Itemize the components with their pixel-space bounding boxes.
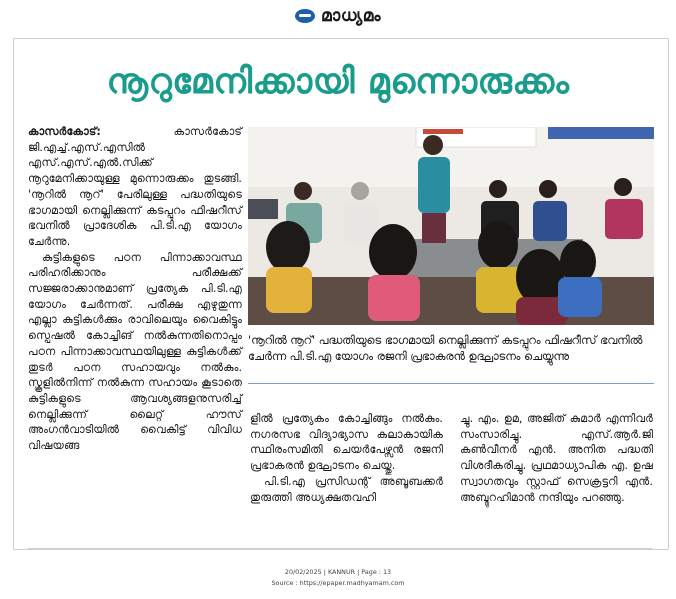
- news-photo: [248, 127, 654, 325]
- paragraph-1-text: കാസർകോട് ജി.എച്ച്.എസ്.എസിൽ എസ്.എസ്.എൽ.സിക്ക് നൂറുമേനിക്കായുള്ള മുന്നൊരുക്കം തുടങ്ങി. 'നൂറിൽ നൂറ്' പേരിലുള്ള പദ്ധതിയുടെ ഭാഗമായി നെല്ലിക്കുന്ന് കടപ്പുറം ഫിഷറീസ് ഭവനിൽ പ്രാദേശിക പി.ടി.എ യോഗം ചേർന്നു.: [28, 125, 242, 248]
- paragraph-4: പി.ടി.എ പ്രസിഡന്റ് അബൂബക്കർ തുരുത്തി അധ്യക്ഷതവഹി: [250, 474, 443, 504]
- article-column-3: [460, 411, 653, 505]
- madhyamam-logo-icon: [295, 9, 315, 23]
- paragraph-5: ച്ചു. എം. ഉമ, അജിത് കുമാർ എന്നിവർ സംസാരിച്ചു. എസ്.ആർ.ജി കൺവീനർ എൻ. അനിത പദ്ധതി വിശദീകരിച്ചു. പ്രഥമാധ്യാപിക എ. ഉഷ സ്വാഗതവും സ്റ്റാഫ് സെക്രട്ടറി എൻ. അബ്ദുറഹിമാൻ നന്ദിയും പറഞ്ഞു.: [460, 412, 653, 504]
- article-headline: നൂറുമേനിക്കായി മുന്നൊരുക്കം: [106, 62, 570, 102]
- caption-divider: [248, 383, 654, 384]
- article-column-2: [250, 411, 443, 505]
- paragraph-3: ളിൽ പ്രത്യേകം കോച്ചിങ്ങും നൽകും. നഗരസഭ വിദ്യാഭ്യാസ കലാകായിക സ്ഥിരംസമിതി ചെയർപേഴ്സൻ രജനി പ്രഭാകരൻ ഉദ്ഘാടനം ചെയ്തു.: [250, 412, 443, 473]
- paragraph-2: കുട്ടികളുടെ പഠന പിന്നാക്കാവസ്ഥ പരിഹരിക്കാനും പരീക്ഷക്ക് സജ്ജരാക്കാനുമാണ് പ്രത്യേക പി.ടി.എ യോഗം ചേർന്നത്. പരീക്ഷ എഴുതുന്ന എല്ലാ കുട്ടികൾക്കും രാവിലെയും വൈകിട്ടും സ്പെഷൽ കോച്ചിങ് നൽകുന്നതിനൊപ്പം പഠന പിന്നാക്കാവസ്ഥയിലുള്ള കുട്ടികൾക്ക് തുടർ പഠന സഹായവും നൽകും. സ്കൂളിൽനിന്ന് നൽകുന്ന സഹായം കൂടാതെ കുട്ടികളുടെ ആവശ്യങ്ങളനുസരിച്ച് നെല്ലിക്കുന്ന് ലൈറ്റ് ഹൗസ് അംഗൻവാടിയിൽ വൈകിട്ട് വിവിധ വിഷയങ്ങ: [28, 250, 242, 453]
- bottom-divider: [28, 548, 652, 549]
- meeting-photo-illustration: [248, 127, 654, 325]
- footer-source: Source : https://epaper.madhyamam.com: [271, 579, 405, 587]
- paragraph-1: [28, 124, 242, 250]
- masthead-logo-text: മാധ്യമം: [320, 6, 382, 26]
- photo-caption: 'നൂറിൽ നൂറ്' പദ്ധതിയുടെ ഭാഗമായി നെല്ലിക്കുന്ന് കടപ്പുറം ഫിഷറീസ് ഭവനിൽ ചേർന്ന പി.ടി.എ യോഗം രജനി പ്രഭാകരൻ ഉദ്ഘാടനം ചെയ്യുന്നു: [248, 334, 643, 363]
- masthead: [0, 0, 676, 32]
- dateline: കാസർകോട്:: [28, 125, 101, 138]
- footer-edition-info: 20/02/2025 | KANNUR | Page : 13: [284, 568, 392, 576]
- article-column-1: [28, 124, 242, 454]
